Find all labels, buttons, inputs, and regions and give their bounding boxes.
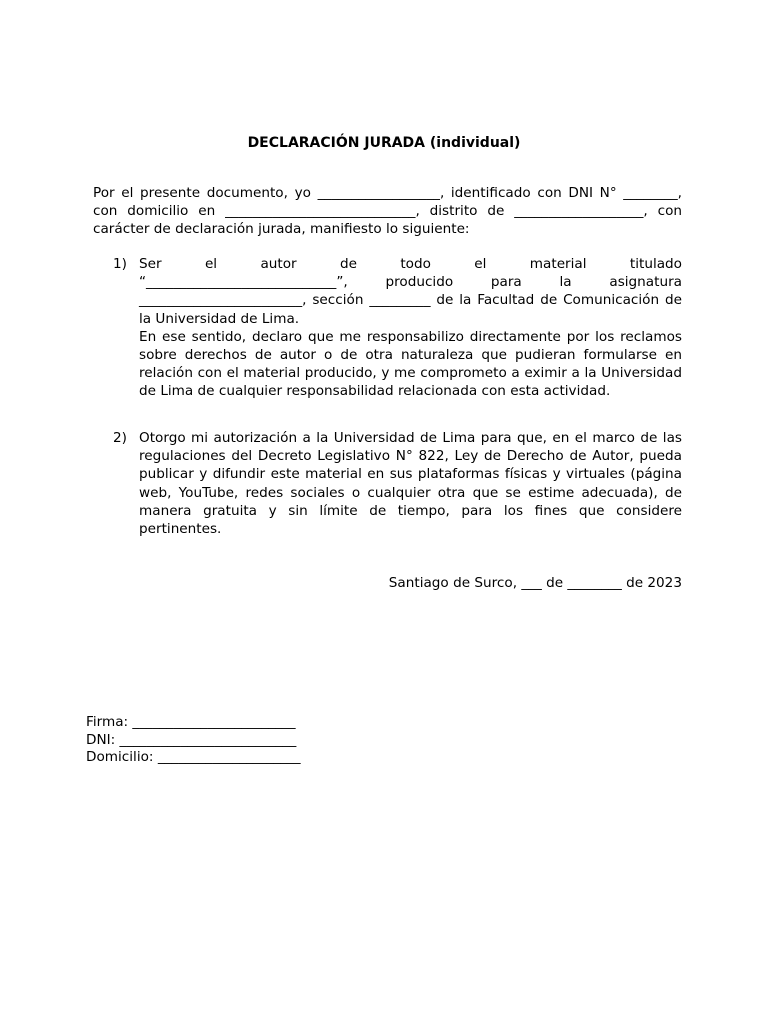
list-item-body: [139, 429, 682, 538]
signature-dni: DNI: __________________________: [86, 731, 297, 748]
signature-firma: Firma: ________________________: [86, 714, 296, 730]
list-item-2: [113, 429, 682, 538]
item-2-text: Otorgo mi autorización a la Universidad de Lima para que, en el marco de las regulaciones del Decreto Legislativo N° 822, Ley de Derecho de Autor, pueda publicar y difundir este material en sus plataformas físicas y virtuales (página web, YouTube, redes sociales o cualquier otra que se estime adecuada), de manera gratuita y sin límite de tiempo, para los fines que considere pertinentes.: [139, 430, 682, 538]
item-1-paragraph-2: En ese sentido, declaro que me responsabilizo directamente por los reclamos sobre derechos de autor o de otra naturaleza que pudieran formularse en relación con el material producido, y me comprometo a eximir a la Universidad de Lima de cualquier responsabilidad relacionada con esta actividad.: [139, 328, 682, 400]
list-item-1: [113, 255, 682, 401]
list-item-number: 2): [113, 430, 127, 446]
item-1-line-1: Ser el autor de todo el material titulado: [139, 256, 682, 272]
intro-paragraph: Por el presente documento, yo __________________, identificado con DNI N° ________, con domicilio en ____________________________, distrito de ___________________, con carácter de declaración jurada, manifiesto lo siguiente:: [93, 185, 682, 238]
date-line: Santiago de Surco, ___ de ________ de 2023: [388, 575, 682, 591]
signature-domicilio: Domicilio: _____________________: [86, 749, 301, 765]
list-item-number: 1): [113, 256, 127, 272]
signature-block: [86, 714, 301, 767]
document-title: DECLARACIÓN JURADA (individual): [247, 135, 521, 151]
item-1-rest: ________________________, sección _________ de la Facultad de Comunicación de la Universidad de Lima.: [139, 292, 682, 327]
list-item-body: [139, 255, 682, 401]
item-1-line-2: “____________________________”, producido para la asignatura: [139, 274, 682, 291]
